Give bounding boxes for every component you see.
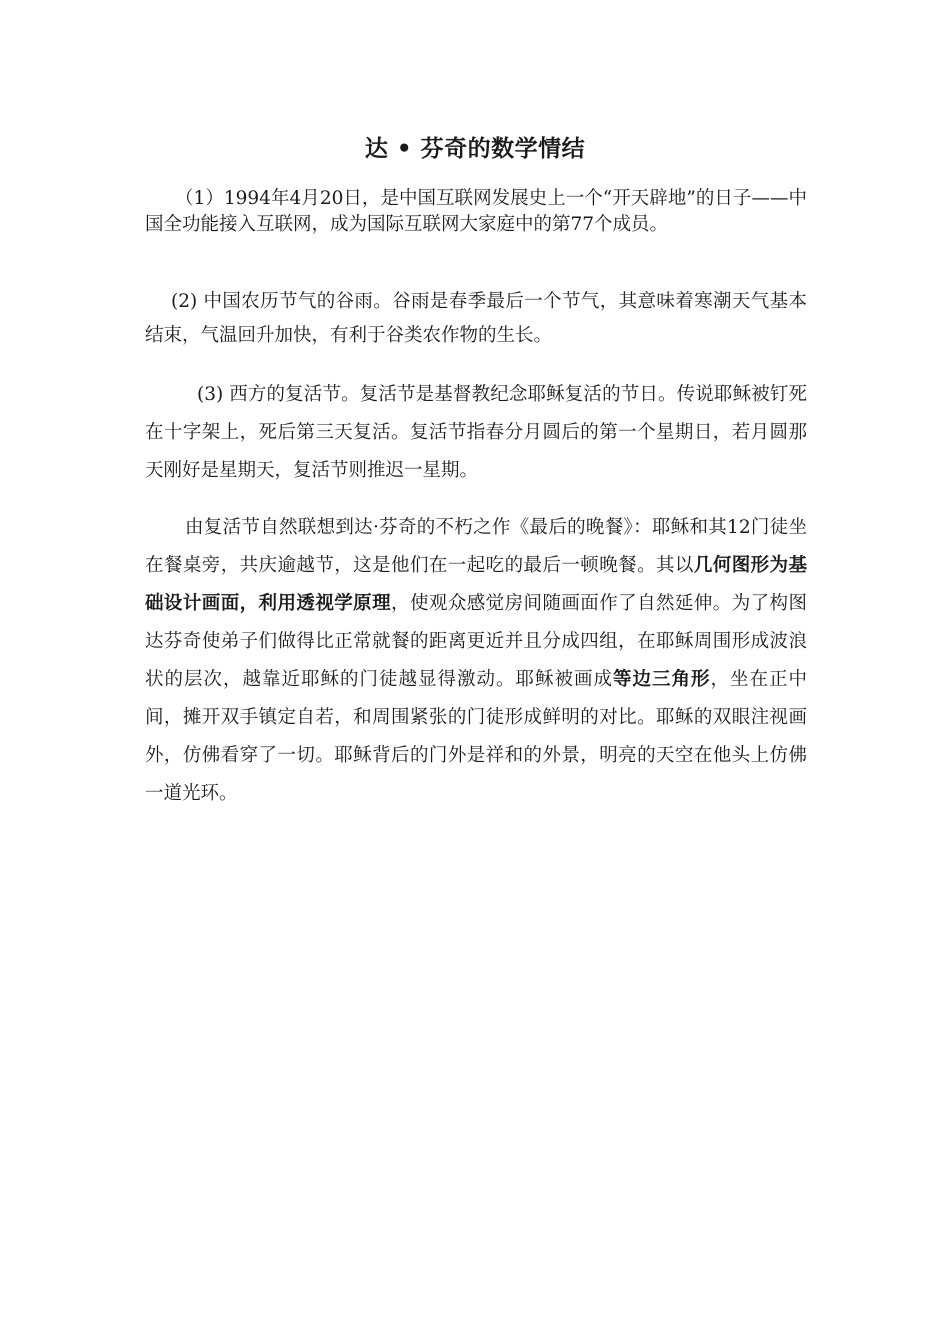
document-title: 达 • 芬奇的数学情结 (364, 136, 586, 162)
text-segment: ，坐在正中间，摊开双手镇定自若，和周围紧张的门徒形成鲜明的对比。耶稣的双眼注视画外，仿佛看穿了一切。耶稣背后的门外是祥和的外景，明亮的天空在他头上仿佛一道光环。 (145, 669, 807, 804)
paragraph-last-supper (145, 509, 807, 813)
emphasis-geometry: 几何图形为基础设计画面，利用透视学原理 (145, 555, 807, 614)
paragraph-grain-rain: (2) 中国农历节气的谷雨。谷雨是春季最后一个节气，其意味着寒潮天气基本结束，气温回升加快，有利于谷类农作物的生长。 (145, 291, 807, 346)
paragraph-easter: (3) 西方的复活节。复活节是基督教纪念耶稣复活的节日。传说耶稣被钉死在十字架上，死后第三天复活。复活节指春分月圆后的第一个星期日，若月圆那天刚好是星期天，复活节则推迟一星期。 (145, 384, 807, 481)
emphasis-triangle: 等边三角形 (612, 669, 711, 690)
paragraph-internet-anniversary: （1）1994年4月20日，是中国互联网发展史上一个“开天辟地”的日子——中国全功能接入互联网，成为国际互联网大家庭中的第77个成员。 (145, 188, 807, 235)
text-segment: 由复活节自然联想到达·芬奇的不朽之作《最后的晚餐》：耶稣和其12门徒坐在餐桌旁，共庆逾越节，这是他们在一起吃的最后一顿晚餐。其以 (145, 517, 807, 576)
text-segment: ，使观众感觉房间随画面作了自然延伸。为了构图达芬奇使弟子们做得比正常就餐的距离更近并且分成四组，在耶稣周围形成波浪状的层次，越靠近耶稣的门徒越显得激动。耶稣被画成 (145, 593, 807, 690)
